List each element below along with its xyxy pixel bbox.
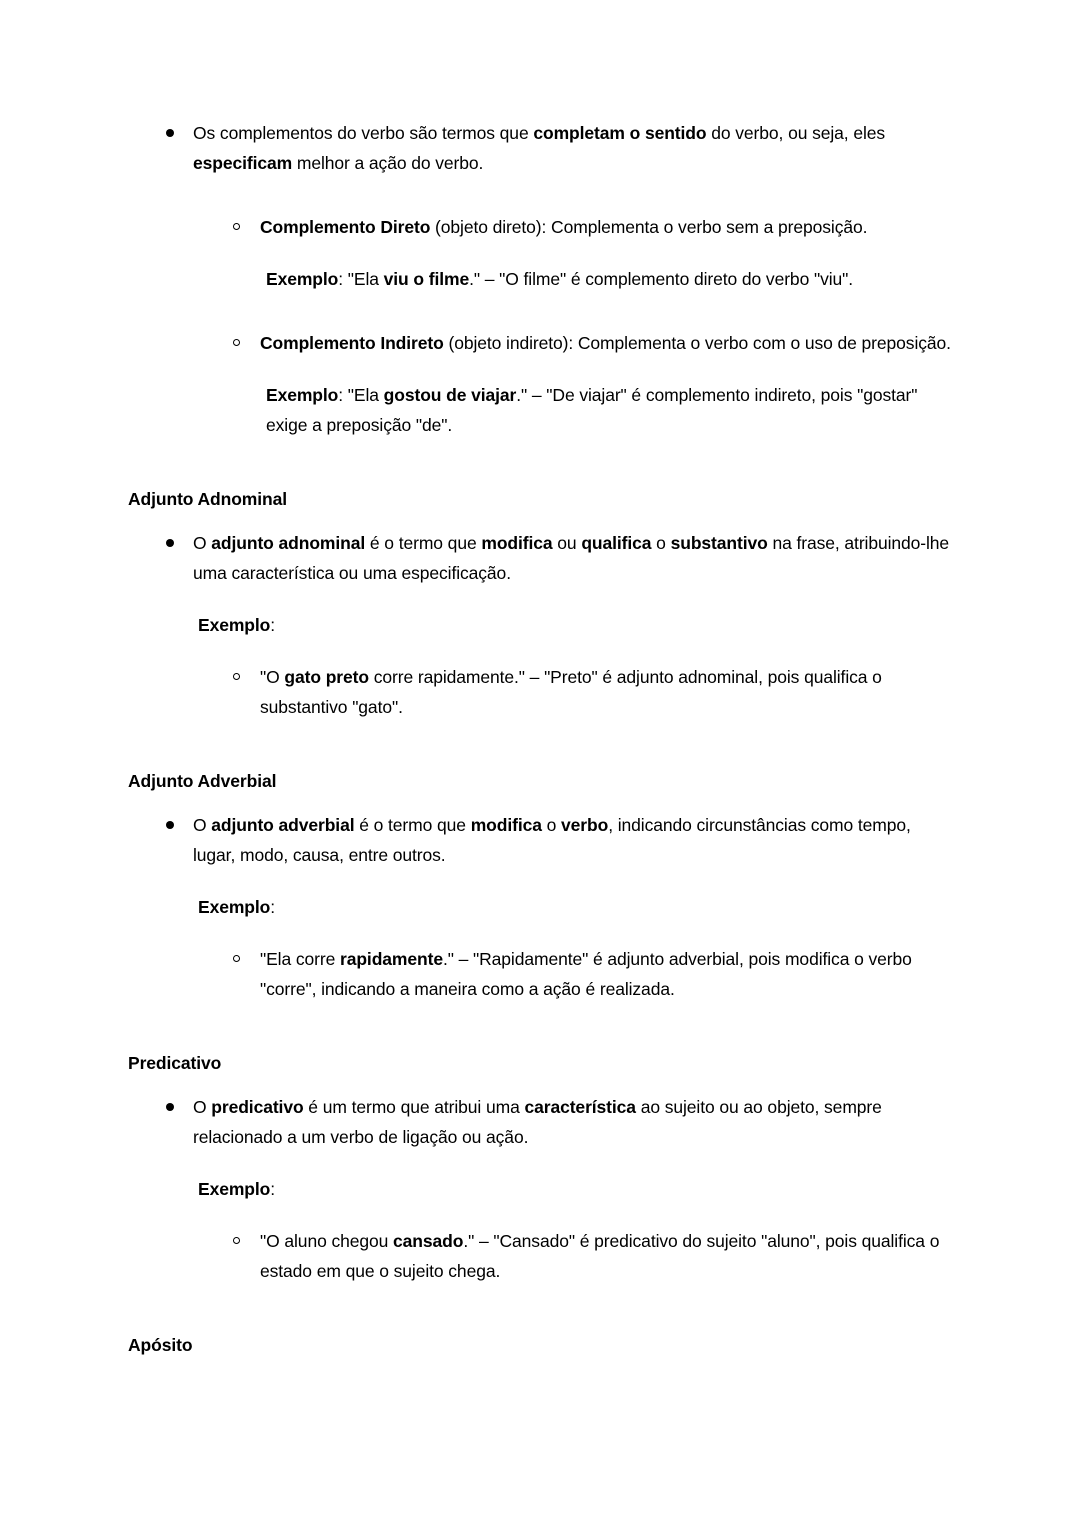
intro-text-part-3: melhor a ação do verbo.: [292, 153, 484, 173]
spacer: [128, 640, 953, 662]
predicativo-bullet-list: [128, 1092, 953, 1152]
example-bold-1: gato preto: [284, 667, 369, 687]
list-item: [128, 1226, 953, 1286]
example-bold-1: rapidamente: [340, 949, 443, 969]
bold-1: adjunto adnominal: [211, 533, 366, 553]
example-colon: :: [270, 897, 276, 917]
list-item: [128, 118, 953, 178]
bold-1: adjunto adverbial: [211, 815, 355, 835]
example-bold-1: cansado: [393, 1231, 464, 1251]
list-item: [128, 810, 953, 870]
adjunto-adverbial-example-list: [128, 944, 953, 1004]
list-item: [128, 662, 953, 722]
text-part-1: O: [193, 1097, 212, 1117]
spacer: [128, 1204, 953, 1226]
bullet-circle-icon: [233, 673, 240, 680]
example-text-part-1: "O: [260, 667, 285, 687]
spacer: [128, 178, 953, 212]
adjunto-adnominal-example-label: [128, 610, 953, 640]
spacer: [128, 870, 953, 892]
spacer: [128, 1004, 953, 1048]
example-label: Exemplo: [266, 385, 339, 405]
list-item: [128, 212, 953, 242]
adjunto-adnominal-bullet-list: [128, 528, 953, 588]
text-part-2: é o termo que: [354, 815, 471, 835]
section-heading-adjunto-adverbial: Adjunto Adverbial: [128, 771, 277, 791]
bold-3: qualifica: [581, 533, 652, 553]
example-colon: :: [270, 615, 276, 635]
text-part-3: o: [541, 815, 562, 835]
example-text-part-1: : "Ela: [338, 269, 384, 289]
intro-bold-2: especificam: [193, 153, 293, 173]
example-text-part-2: ." – "De viajar" é complemento indireto, pois "gostar" exige a preposição "de".: [266, 385, 918, 435]
spacer: [128, 358, 953, 380]
bullet-disc-icon: [166, 821, 174, 829]
bold-2: modifica: [470, 815, 542, 835]
spacer: [128, 242, 953, 264]
example-bold-1: viu o filme: [383, 269, 470, 289]
bullet-circle-icon: [233, 1237, 240, 1244]
spacer: [128, 294, 953, 328]
bullet-disc-icon: [166, 539, 174, 547]
example-label: Exemplo: [198, 1179, 271, 1199]
bold-2: modifica: [481, 533, 553, 553]
example-label: Exemplo: [266, 269, 339, 289]
text-part-3: ao sujeito ou ao objeto, sempre relacionado a um verbo de ligação ou ação.: [193, 1097, 882, 1147]
section-heading-adjunto-adnominal: Adjunto Adnominal: [128, 489, 288, 509]
text-part-4: , indicando circunstâncias como tempo, lugar, modo, causa, entre outros.: [193, 815, 911, 865]
predicativo-example-label: [128, 1174, 953, 1204]
bold-3: verbo: [561, 815, 609, 835]
list-item: [128, 528, 953, 588]
spacer: [128, 922, 953, 944]
complemento-direto-term: Complemento Direto: [260, 217, 431, 237]
complemento-indireto-example: [128, 380, 953, 440]
example-label: Exemplo: [198, 897, 271, 917]
spacer: [128, 440, 953, 484]
bold-4: substantivo: [670, 533, 768, 553]
adjunto-adverbial-example-label: [128, 892, 953, 922]
text-part-5: na frase, atribuindo-lhe uma característica ou uma especificação.: [193, 533, 950, 583]
spacer: [128, 1078, 953, 1092]
example-label: Exemplo: [198, 615, 271, 635]
example-text-part-1: "Ela corre: [260, 949, 340, 969]
complemento-direto-list: [128, 212, 953, 242]
spacer: [128, 722, 953, 766]
adjunto-adnominal-example-list: [128, 662, 953, 722]
text-part-3: ou: [552, 533, 582, 553]
predicativo-example-list: [128, 1226, 953, 1286]
bullet-circle-icon: [233, 955, 240, 962]
spacer: [128, 588, 953, 610]
adjunto-adverbial-bullet-list: [128, 810, 953, 870]
intro-bullet-list: [128, 118, 953, 178]
bullet-circle-icon: [233, 223, 240, 230]
example-text-part-2: corre rapidamente." – "Preto" é adjunto adnominal, pois qualifica o substantivo "gato".: [260, 667, 882, 717]
intro-text-part-2: do verbo, ou seja, eles: [706, 123, 886, 143]
example-text-part-1: : "Ela: [338, 385, 384, 405]
complemento-direto-text: (objeto direto): Complementa o verbo sem a preposição.: [430, 217, 868, 237]
bullet-circle-icon: [233, 339, 240, 346]
bold-1: predicativo: [211, 1097, 304, 1117]
list-item: [128, 1092, 953, 1152]
complemento-indireto-list: [128, 328, 953, 358]
text-part-2: é um termo que atribui uma: [303, 1097, 525, 1117]
document-content: [128, 118, 953, 1360]
text-part-2: é o termo que: [365, 533, 482, 553]
text-part-1: O: [193, 815, 212, 835]
list-item: [128, 944, 953, 1004]
bullet-disc-icon: [166, 129, 174, 137]
spacer: [128, 1286, 953, 1330]
example-text-part-2: ." – "Cansado" é predicativo do sujeito "aluno", pois qualifica o estado em que o sujeito chega.: [260, 1231, 940, 1281]
list-item: [128, 328, 953, 358]
complemento-indireto-text: (objeto indireto): Complementa o verbo com o uso de preposição.: [443, 333, 951, 353]
example-text-part-2: ." – "O filme" é complemento direto do verbo "viu".: [469, 269, 854, 289]
text-part-4: o: [651, 533, 671, 553]
complemento-direto-example: [128, 264, 953, 294]
spacer: [128, 514, 953, 528]
example-bold-1: gostou de viajar: [383, 385, 517, 405]
complemento-indireto-term: Complemento Indireto: [260, 333, 444, 353]
example-text-part-1: "O aluno chegou: [260, 1231, 394, 1251]
spacer: [128, 1152, 953, 1174]
section-heading-aposito: Apósito: [128, 1335, 193, 1355]
intro-text-part-1: Os complementos do verbo são termos que: [193, 123, 534, 143]
example-text-part-2: ." – "Rapidamente" é adjunto adverbial, pois modifica o verbo "corre", indicando a maneira como a ação é realizada.: [260, 949, 912, 999]
intro-bold-1: completam o sentido: [533, 123, 707, 143]
spacer: [128, 796, 953, 810]
section-heading-predicativo: Predicativo: [128, 1053, 222, 1073]
text-part-1: O: [193, 533, 212, 553]
bold-2: característica: [524, 1097, 636, 1117]
bullet-disc-icon: [166, 1103, 174, 1111]
example-colon: :: [270, 1179, 276, 1199]
